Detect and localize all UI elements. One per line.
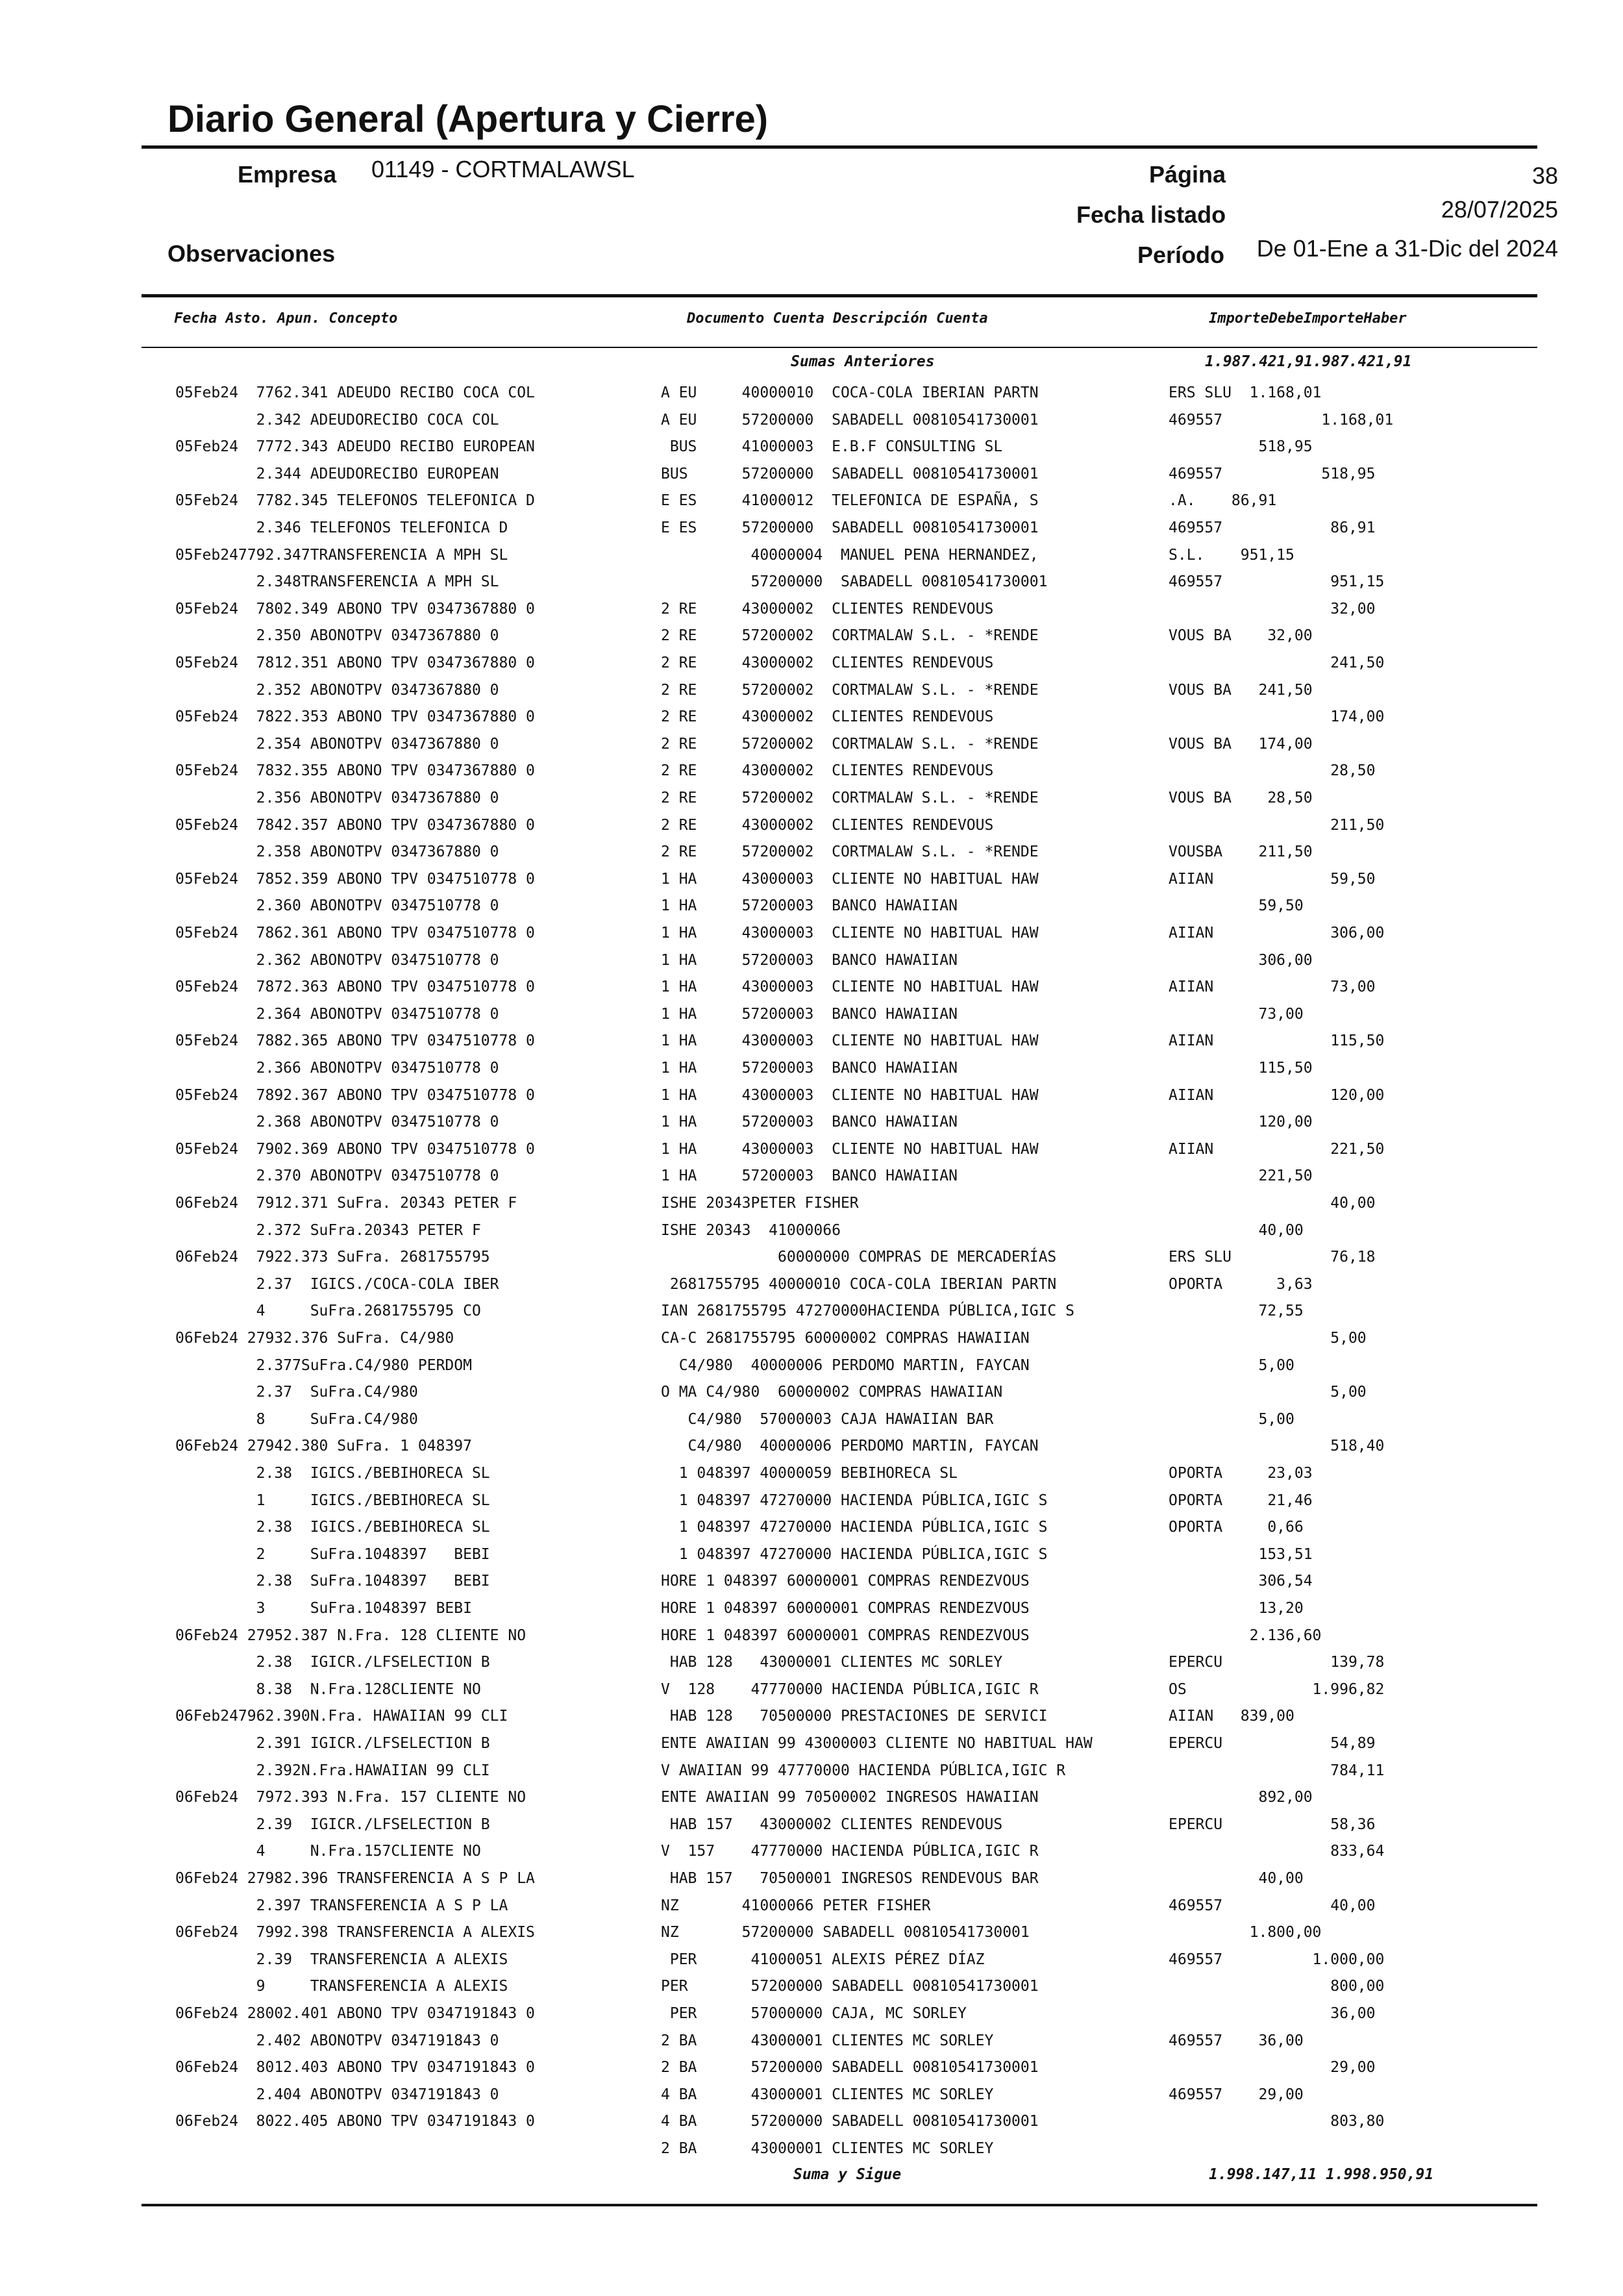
empresa-label: Empresa bbox=[238, 161, 337, 188]
journal-line: 05Feb24 7842.357 ABONO TPV 0347367880 0 bbox=[175, 816, 535, 834]
account-line: A EU 40000010 COCA-COLA IBERIAN PARTN bbox=[661, 384, 1039, 401]
journal-line: 2.39 IGICR./LFSELECTION B bbox=[175, 1816, 490, 1833]
journal-line: 06Feb24 7992.398 TRANSFERENCIA A ALEXIS bbox=[175, 1924, 535, 1941]
suma-y-sigue-label: Suma y Sigue bbox=[793, 2166, 902, 2183]
amount-line: 469557 40,00 bbox=[1169, 1897, 1376, 1914]
journal-line: 2.364 ABONOTPV 0347510778 0 bbox=[175, 1005, 499, 1023]
account-line: 1 HA 43000003 CLIENTE NO HABITUAL HAW bbox=[661, 979, 1039, 996]
journal-line: 05Feb24 7822.353 ABONO TPV 0347367880 0 bbox=[175, 708, 535, 726]
journal-line: 2.344 ADEUDORECIBO EUROPEAN bbox=[175, 465, 499, 482]
amount-line: AIIAN 120,00 bbox=[1169, 1086, 1385, 1104]
account-line: CA-C 2681755795 60000002 COMPRAS HAWAIIAN bbox=[661, 1330, 1030, 1347]
journal-line: 06Feb24 27982.396 TRANSFERENCIA A S P LA bbox=[175, 1870, 535, 1887]
amount-line: 469557 951,15 bbox=[1169, 573, 1385, 591]
amount-line: 115,50 bbox=[1169, 1060, 1313, 1077]
amount-line: 241,50 bbox=[1169, 655, 1385, 671]
amount-line: 469557 29,00 bbox=[1169, 2086, 1304, 2103]
account-line: 2 BA 43000001 CLIENTES MC SORLEY bbox=[661, 2032, 994, 2049]
account-line: 1 HA 43000003 CLIENTE NO HABITUAL HAW bbox=[661, 870, 1039, 888]
account-line: HORE 1 048397 60000001 COMPRAS RENDEZVOUS bbox=[661, 1627, 1030, 1644]
journal-line: 06Feb24 27952.387 N.Fra. 128 CLIENTE NO bbox=[175, 1627, 527, 1644]
amount-line: 306,54 bbox=[1169, 1573, 1313, 1590]
amount-line: 306,00 bbox=[1169, 951, 1313, 969]
account-line: 1 HA 43000003 CLIENTE NO HABITUAL HAW bbox=[661, 1086, 1039, 1104]
suma-y-sigue-value: 1.998.147,11 1.998.950,91 bbox=[1209, 2166, 1434, 2183]
journal-line: 05Feb24 7782.345 TELEFONOS TELEFONICA D bbox=[175, 492, 535, 510]
column-header-mid: Documento Cuenta Descripción Cuenta bbox=[687, 310, 988, 327]
amount-line: 5,00 bbox=[1169, 1384, 1367, 1401]
journal-line: 05Feb24 7762.341 ADEUDO RECIBO COCA COL bbox=[175, 384, 535, 401]
account-line: 2 BA 57200000 SABADELL 00810541730001 bbox=[661, 2059, 1039, 2077]
account-line: E ES 57200000 SABADELL 00810541730001 bbox=[661, 519, 1039, 536]
amount-line: 28,50 bbox=[1169, 762, 1376, 780]
amount-line: AIIAN 221,50 bbox=[1169, 1140, 1385, 1158]
journal-line: 8 SuFra.C4/980 bbox=[175, 1410, 418, 1428]
amount-line: 120,00 bbox=[1169, 1114, 1313, 1131]
amount-line: ERS SLU 76,18 bbox=[1169, 1249, 1376, 1266]
account-line: 1 HA 43000003 CLIENTE NO HABITUAL HAW bbox=[661, 925, 1039, 942]
journal-line: 2.39 TRANSFERENCIA A ALEXIS bbox=[175, 1951, 508, 1968]
account-line: 1 048397 40000059 BEBIHORECA SL bbox=[661, 1465, 958, 1482]
journal-line: 06Feb247962.390N.Fra. HAWAIIAN 99 CLI bbox=[175, 1708, 508, 1725]
account-line: HAB 157 70500001 INGRESOS RENDEVOUS BAR bbox=[661, 1870, 1039, 1887]
account-line: 2 RE 43000002 CLIENTES RENDEVOUS bbox=[661, 708, 994, 726]
account-line: PER 41000051 ALEXIS PÉREZ DÍAZ bbox=[661, 1951, 985, 1968]
account-line: 2681755795 40000010 COCA-COLA IBERIAN PARTN bbox=[661, 1275, 1057, 1293]
amount-line: 469557 36,00 bbox=[1169, 2032, 1304, 2049]
amount-line: 518,95 bbox=[1169, 438, 1313, 456]
journal-line: 06Feb24 27932.376 SuFra. C4/980 bbox=[175, 1330, 454, 1347]
journal-line: 2.38 SuFra.1048397 BEBI bbox=[175, 1573, 490, 1590]
pagina-value: 38 bbox=[1531, 162, 1558, 189]
account-line: 2 RE 57200002 CORTMALAW S.L. - *RENDE bbox=[661, 681, 1039, 699]
amount-line: VOUS BA 241,50 bbox=[1169, 681, 1313, 699]
account-line: PER 57000000 CAJA, MC SORLEY bbox=[661, 2005, 967, 2022]
amount-line: 211,50 bbox=[1169, 816, 1385, 834]
account-line: 4 BA 57200000 SABADELL 00810541730001 bbox=[661, 2113, 1039, 2130]
amount-line: 29,00 bbox=[1169, 2059, 1376, 2077]
column-header-left: Fecha Asto. Apun. Concepto bbox=[174, 310, 398, 327]
journal-line: 05Feb24 7872.363 ABONO TPV 0347510778 0 bbox=[175, 979, 535, 996]
amount-line: AIIAN 839,00 bbox=[1169, 1708, 1295, 1725]
amount-line: S.L. 951,15 bbox=[1169, 546, 1295, 564]
title-rule bbox=[142, 145, 1537, 149]
account-line: HORE 1 048397 60000001 COMPRAS RENDEZVOUS bbox=[661, 1573, 1030, 1590]
amount-line: 800,00 bbox=[1169, 1978, 1385, 1995]
account-line: 57200000 SABADELL 00810541730001 bbox=[661, 573, 1048, 591]
journal-line: 06Feb24 28002.401 ABONO TPV 0347191843 0 bbox=[175, 2005, 535, 2022]
amount-line: OPORTA 23,03 bbox=[1169, 1465, 1313, 1482]
amount-line: AIIAN 115,50 bbox=[1169, 1032, 1385, 1050]
account-line: 1 HA 57200003 BANCO HAWAIIAN bbox=[661, 1060, 958, 1077]
journal-line: 2.37 IGICS./COCA-COLA IBER bbox=[175, 1275, 499, 1293]
amount-line: OPORTA 0,66 bbox=[1169, 1519, 1304, 1536]
account-line: 1 048397 47270000 HACIENDA PÚBLICA,IGIC S bbox=[661, 1491, 1048, 1509]
amount-line: OPORTA 21,46 bbox=[1169, 1491, 1313, 1509]
amount-line: VOUS BA 28,50 bbox=[1169, 790, 1313, 806]
account-line: ISHE 20343 41000066 bbox=[661, 1221, 841, 1239]
account-line: NZ 57200000 SABADELL 00810541730001 bbox=[661, 1924, 1030, 1941]
journal-line: 05Feb24 7862.361 ABONO TPV 0347510778 0 bbox=[175, 925, 535, 942]
journal-line: 05Feb24 7772.343 ADEUDO RECIBO EUROPEAN bbox=[175, 438, 535, 456]
amount-line: 2.136,60 bbox=[1169, 1627, 1322, 1644]
amount-line: 40,00 bbox=[1169, 1221, 1304, 1239]
journal-line: 06Feb24 7922.373 SuFra. 2681755795 bbox=[175, 1249, 490, 1266]
journal-line: 2.352 ABONOTPV 0347367880 0 bbox=[175, 681, 499, 699]
amount-line: EPERCU 139,78 bbox=[1169, 1654, 1385, 1671]
journal-line: 2.38 IGICR./LFSELECTION B bbox=[175, 1654, 490, 1671]
amount-line: 833,64 bbox=[1169, 1843, 1385, 1860]
journal-line: 2.37 SuFra.C4/980 bbox=[175, 1384, 418, 1401]
account-line: 2 RE 57200002 CORTMALAW S.L. - *RENDE bbox=[661, 843, 1039, 861]
account-line: 1 048397 47270000 HACIENDA PÚBLICA,IGIC S bbox=[661, 1545, 1048, 1563]
account-line: C4/980 40000006 PERDOMO MARTIN, FAYCAN bbox=[661, 1438, 1039, 1455]
account-line: 1 HA 57200003 BANCO HAWAIIAN bbox=[661, 897, 958, 915]
account-line: ENTE AWAIIAN 99 43000003 CLIENTE NO HABITUAL HAW bbox=[661, 1735, 1093, 1752]
column-header-right: ImporteDebeImporteHaber bbox=[1209, 310, 1407, 327]
account-line: 2 RE 43000002 CLIENTES RENDEVOUS bbox=[661, 600, 994, 618]
account-line: 1 HA 43000003 CLIENTE NO HABITUAL HAW bbox=[661, 1032, 1039, 1050]
account-line: IAN 2681755795 47270000HACIENDA PÚBLICA,IGIC S bbox=[661, 1303, 1074, 1320]
amount-line: 13,20 bbox=[1169, 1600, 1304, 1617]
amount-line: AIIAN 59,50 bbox=[1169, 870, 1376, 888]
journal-line: 2.348TRANSFERENCIA A MPH SL bbox=[175, 573, 499, 591]
fecha-listado-label: Fecha listado bbox=[1076, 201, 1226, 228]
journal-line: 4 N.Fra.157CLIENTE NO bbox=[175, 1843, 481, 1860]
account-line: 2 RE 57200002 CORTMALAW S.L. - *RENDE bbox=[661, 790, 1039, 806]
amount-line: OPORTA 3,63 bbox=[1169, 1275, 1313, 1293]
journal-line: 2.404 ABONOTPV 0347191843 0 bbox=[175, 2086, 499, 2103]
amount-line: VOUS BA 32,00 bbox=[1169, 627, 1313, 645]
journal-line: 05Feb24 7852.359 ABONO TPV 0347510778 0 bbox=[175, 870, 535, 888]
footer-rule bbox=[142, 2204, 1537, 2206]
amount-line: 72,55 bbox=[1169, 1303, 1304, 1320]
account-line: 2 RE 43000002 CLIENTES RENDEVOUS bbox=[661, 816, 994, 834]
amount-line: AIIAN 73,00 bbox=[1169, 979, 1376, 996]
account-line: 1 HA 57200003 BANCO HAWAIIAN bbox=[661, 1114, 958, 1131]
account-line: 60000000 COMPRAS DE MERCADERÍAS bbox=[661, 1249, 1057, 1266]
amount-line: 59,50 bbox=[1169, 897, 1304, 915]
journal-line: 05Feb24 7892.367 ABONO TPV 0347510778 0 bbox=[175, 1086, 535, 1104]
account-line: HORE 1 048397 60000001 COMPRAS RENDEZVOUS bbox=[661, 1600, 1030, 1617]
amount-line: 1.800,00 bbox=[1169, 1924, 1322, 1941]
sumas-anteriores-label: Sumas Anteriores bbox=[791, 353, 935, 370]
sumas-anteriores-value: 1.987.421,91.987.421,91 bbox=[1205, 353, 1412, 370]
journal-line: 2.356 ABONOTPV 0347367880 0 bbox=[175, 790, 499, 806]
amount-line: VOUS BA 174,00 bbox=[1169, 735, 1313, 753]
account-line: V AWAIIAN 99 47770000 HACIENDA PÚBLICA,IGIC R bbox=[661, 1762, 1066, 1779]
journal-line: 8.38 N.Fra.128CLIENTE NO bbox=[175, 1680, 481, 1698]
journal-line: 4 SuFra.2681755795 CO bbox=[175, 1303, 481, 1320]
journal-line: 2.402 ABONOTPV 0347191843 0 bbox=[175, 2032, 499, 2049]
amount-line: 784,11 bbox=[1169, 1762, 1385, 1779]
account-line: 2 RE 57200002 CORTMALAW S.L. - *RENDE bbox=[661, 627, 1039, 645]
amount-line: 5,00 bbox=[1169, 1356, 1295, 1374]
amount-line: EPERCU 54,89 bbox=[1169, 1735, 1376, 1752]
amount-line: 174,00 bbox=[1169, 708, 1385, 726]
amount-line: 32,00 bbox=[1169, 600, 1376, 618]
account-line: 2 RE 43000002 CLIENTES RENDEVOUS bbox=[661, 655, 994, 671]
periodo-value: De 01-Ene a 31-Dic del 2024 bbox=[1256, 235, 1558, 262]
account-line: A EU 57200000 SABADELL 00810541730001 bbox=[661, 411, 1039, 429]
amount-line: 40,00 bbox=[1169, 1870, 1304, 1887]
journal-line: 2.377SuFra.C4/980 PERDOM bbox=[175, 1356, 472, 1374]
amount-line: 803,80 bbox=[1169, 2113, 1385, 2130]
amount-line: AIIAN 306,00 bbox=[1169, 925, 1385, 942]
journal-line: 06Feb24 7972.393 N.Fra. 157 CLIENTE NO bbox=[175, 1789, 527, 1806]
account-line: BUS 41000003 E.B.F CONSULTING SL bbox=[661, 438, 1003, 456]
account-line: HAB 128 43000001 CLIENTES MC SORLEY bbox=[661, 1654, 1003, 1671]
amount-line: EPERCU 58,36 bbox=[1169, 1816, 1376, 1833]
account-line: PER 57200000 SABADELL 00810541730001 bbox=[661, 1978, 1039, 1995]
page-title: Diario General (Apertura y Cierre) bbox=[167, 98, 769, 140]
journal-line: 2.392N.Fra.HAWAIIAN 99 CLI bbox=[175, 1762, 490, 1779]
account-line: 1 HA 57200003 BANCO HAWAIIAN bbox=[661, 1167, 958, 1185]
account-line: 1 HA 43000003 CLIENTE NO HABITUAL HAW bbox=[661, 1140, 1039, 1158]
journal-line: 05Feb24 7802.349 ABONO TPV 0347367880 0 bbox=[175, 600, 535, 618]
journal-line: 2.38 IGICS./BEBIHORECA SL bbox=[175, 1519, 490, 1536]
account-line: V 157 47770000 HACIENDA PÚBLICA,IGIC R bbox=[661, 1843, 1039, 1860]
fecha-listado-value: 28/07/2025 bbox=[1441, 196, 1558, 223]
amount-line: 469557 86,91 bbox=[1169, 519, 1376, 536]
account-line: 1 HA 57200003 BANCO HAWAIIAN bbox=[661, 951, 958, 969]
account-line: V 128 47770000 HACIENDA PÚBLICA,IGIC R bbox=[661, 1680, 1039, 1698]
account-line: C4/980 57000003 CAJA HAWAIIAN BAR bbox=[661, 1410, 994, 1428]
account-line: ISHE 20343PETER FISHER bbox=[661, 1195, 859, 1212]
amount-line: 469557 518,95 bbox=[1169, 465, 1376, 482]
header-rule bbox=[142, 294, 1537, 297]
journal-line: 2.366 ABONOTPV 0347510778 0 bbox=[175, 1060, 499, 1077]
account-line: HAB 128 70500000 PRESTACIONES DE SERVICI bbox=[661, 1708, 1048, 1725]
journal-line: 3 SuFra.1048397 BEBI bbox=[175, 1600, 472, 1617]
amount-line: .A. 86,91 bbox=[1169, 492, 1277, 510]
account-line: 2 RE 43000002 CLIENTES RENDEVOUS bbox=[661, 762, 994, 780]
amount-line: 469557 1.168,01 bbox=[1169, 411, 1394, 429]
account-line: NZ 41000066 PETER FISHER bbox=[661, 1897, 931, 1914]
account-line: BUS 57200000 SABADELL 00810541730001 bbox=[661, 465, 1039, 482]
account-line: O MA C4/980 60000002 COMPRAS HAWAIIAN bbox=[661, 1384, 1003, 1401]
journal-line: 2.362 ABONOTPV 0347510778 0 bbox=[175, 951, 499, 969]
journal-line: 06Feb24 8022.405 ABONO TPV 0347191843 0 bbox=[175, 2113, 535, 2130]
journal-line: 2.350 ABONOTPV 0347367880 0 bbox=[175, 627, 499, 645]
account-line: 4 BA 43000001 CLIENTES MC SORLEY bbox=[661, 2086, 994, 2103]
column-header-rule bbox=[142, 347, 1537, 348]
account-line: E ES 41000012 TELEFONICA DE ESPAÑA, S bbox=[661, 492, 1039, 510]
journal-line: 2.372 SuFra.20343 PETER F bbox=[175, 1221, 481, 1239]
account-line: 2 BA 43000001 CLIENTES MC SORLEY bbox=[661, 2140, 994, 2157]
journal-line: 2.354 ABONOTPV 0347367880 0 bbox=[175, 735, 499, 753]
amount-line: 892,00 bbox=[1169, 1789, 1313, 1806]
journal-line: 06Feb24 7912.371 SuFra. 20343 PETER F bbox=[175, 1195, 517, 1212]
account-line: 40000004 MANUEL PENA HERNANDEZ, bbox=[661, 546, 1039, 564]
journal-line: 05Feb24 7812.351 ABONO TPV 0347367880 0 bbox=[175, 655, 535, 671]
journal-line: 1 IGICS./BEBIHORECA SL bbox=[175, 1491, 490, 1509]
account-line: 1 048397 47270000 HACIENDA PÚBLICA,IGIC S bbox=[661, 1519, 1048, 1536]
journal-line: 05Feb247792.347TRANSFERENCIA A MPH SL bbox=[175, 546, 508, 564]
account-line: 2 RE 57200002 CORTMALAW S.L. - *RENDE bbox=[661, 735, 1039, 753]
journal-line: 2.358 ABONOTPV 0347367880 0 bbox=[175, 843, 499, 861]
journal-line: 05Feb24 7902.369 ABONO TPV 0347510778 0 bbox=[175, 1140, 535, 1158]
journal-line: 06Feb24 8012.403 ABONO TPV 0347191843 0 bbox=[175, 2059, 535, 2077]
amount-line: 153,51 bbox=[1169, 1545, 1313, 1563]
amount-line: 5,00 bbox=[1169, 1410, 1295, 1428]
journal-line: 05Feb24 7832.355 ABONO TPV 0347367880 0 bbox=[175, 762, 535, 780]
journal-line: 2.370 ABONOTPV 0347510778 0 bbox=[175, 1167, 499, 1185]
journal-line: 2.346 TELEFONOS TELEFONICA D bbox=[175, 519, 508, 536]
pagina-label: Página bbox=[1149, 161, 1226, 188]
journal-line: 2.342 ADEUDORECIBO COCA COL bbox=[175, 411, 499, 429]
amount-line: 40,00 bbox=[1169, 1195, 1376, 1212]
periodo-label: Período bbox=[1137, 242, 1225, 268]
account-line: HAB 157 43000002 CLIENTES RENDEVOUS bbox=[661, 1816, 1003, 1833]
amount-line: 221,50 bbox=[1169, 1167, 1313, 1185]
account-line: C4/980 40000006 PERDOMO MARTIN, FAYCAN bbox=[661, 1356, 1030, 1374]
journal-line: 2.360 ABONOTPV 0347510778 0 bbox=[175, 897, 499, 915]
amount-line: OS 1.996,82 bbox=[1169, 1680, 1385, 1698]
amount-line: 73,00 bbox=[1169, 1005, 1304, 1023]
journal-line: 2.38 IGICS./BEBIHORECA SL bbox=[175, 1465, 490, 1482]
empresa-value: 01149 - CORTMALAWSL bbox=[371, 156, 635, 182]
amount-line: 469557 1.000,00 bbox=[1169, 1951, 1385, 1968]
observaciones-label: Observaciones bbox=[167, 240, 336, 267]
journal-line: 2 SuFra.1048397 BEBI bbox=[175, 1545, 490, 1563]
journal-line: 9 TRANSFERENCIA A ALEXIS bbox=[175, 1978, 508, 1995]
account-line: 1 HA 57200003 BANCO HAWAIIAN bbox=[661, 1005, 958, 1023]
journal-line: 06Feb24 27942.380 SuFra. 1 048397 bbox=[175, 1438, 472, 1455]
journal-line: 2.368 ABONOTPV 0347510778 0 bbox=[175, 1114, 499, 1131]
journal-line: 2.397 TRANSFERENCIA A S P LA bbox=[175, 1897, 508, 1914]
amount-line: 5,00 bbox=[1169, 1330, 1367, 1347]
journal-line: 2.391 IGICR./LFSELECTION B bbox=[175, 1735, 490, 1752]
amount-line: ERS SLU 1.168,01 bbox=[1169, 384, 1322, 401]
amount-line: 518,40 bbox=[1169, 1438, 1385, 1455]
amount-line: VOUSBA 211,50 bbox=[1169, 843, 1313, 861]
journal-line: 05Feb24 7882.365 ABONO TPV 0347510778 0 bbox=[175, 1032, 535, 1050]
amount-line: 36,00 bbox=[1169, 2005, 1376, 2022]
account-line: ENTE AWAIIAN 99 70500002 INGRESOS HAWAIIAN bbox=[661, 1789, 1039, 1806]
